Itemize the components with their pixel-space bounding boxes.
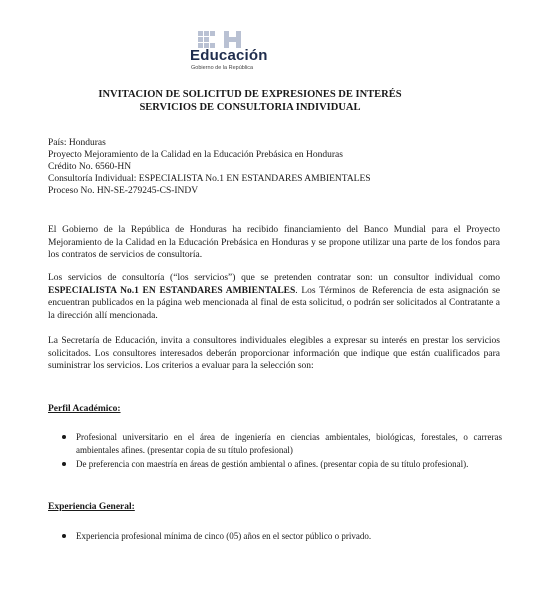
education-logo — [190, 28, 280, 76]
bullet-icon — [62, 435, 66, 439]
info-project: Proyecto Mejoramiento de la Calidad en la Educación Prebásica en Honduras — [48, 150, 343, 160]
paragraph-financing: El Gobierno de la República de Honduras ha recibido financiamiento del Banco Mundial para el Proyecto Mejoramiento de la Calidad en la Educación Prebásica en Honduras y se propone utilizar una parte de los fondos para los contratos de servicios de consultoría. — [48, 225, 500, 260]
paragraph-services-text-start: Los servicios de consultoría (“los servicios”) que se pretenden contratar son: un consultor individual como — [48, 273, 500, 283]
experience-list — [62, 530, 502, 545]
info-consultancy: Consultoría Individual: ESPECIALISTA No.1 EN ESTANDARES AMBIENTALES — [48, 174, 371, 184]
list-item-text: De preferencia con maestría en áreas de gestión ambiental o afines. (presentar copia de su título profesional). — [76, 459, 469, 469]
section-heading-experience: Experiencia General: — [48, 502, 135, 512]
list-item-text: Profesional universitario en el área de ingeniería en ciencias ambientales, biológicas, forestales, o carreras ambientales afines. (presentar copia de su título profesional) — [76, 432, 502, 455]
document-title-line-2: SERVICIOS DE CONSULTORIA INDIVIDUAL — [139, 102, 361, 113]
paragraph-services-position: ESPECIALISTA No.1 EN ESTANDARES AMBIENTALES — [48, 285, 296, 296]
paragraph-services-text-end: . Los Términos de Referencia de esta asignación se encuentran publicados en la página web mencionada al final de esta solicitud, o podrán ser solicitados al Contratante a la dirección allí mencionada. — [48, 285, 500, 321]
bullet-icon — [62, 462, 66, 466]
section-heading-academic: Perfil Académico: — [48, 404, 121, 414]
list-item — [62, 458, 502, 471]
academic-list — [62, 431, 502, 473]
info-country: País: Honduras — [48, 138, 106, 148]
logo-subtitle: Gobierno de la República — [191, 65, 254, 71]
bullet-icon — [62, 534, 66, 538]
document-title-line-1: INVITACION DE SOLICITUD DE EXPRESIONES DE INTERÉS — [98, 89, 402, 100]
paragraph-invitation: La Secretaría de Educación, invita a consultores individuales elegibles a expresar su interés en prestar los servicios solicitados. Los consultores interesados deberán proporcionar información que indique que están cualificados para suministrar los servicios. Los criterios a evaluar para la selección son: — [48, 336, 500, 371]
paragraph-services — [48, 272, 500, 322]
info-block — [48, 137, 371, 197]
list-item — [62, 431, 502, 456]
logo-wordmark: Educación — [190, 47, 268, 64]
list-item-text: Experiencia profesional mínima de cinco (05) años en el sector público o privado. — [76, 531, 372, 541]
info-process: Proceso No. HN-SE-279245-CS-INDV — [48, 186, 199, 196]
info-credit: Crédito No. 6560-HN — [48, 162, 132, 172]
list-item — [62, 530, 502, 543]
